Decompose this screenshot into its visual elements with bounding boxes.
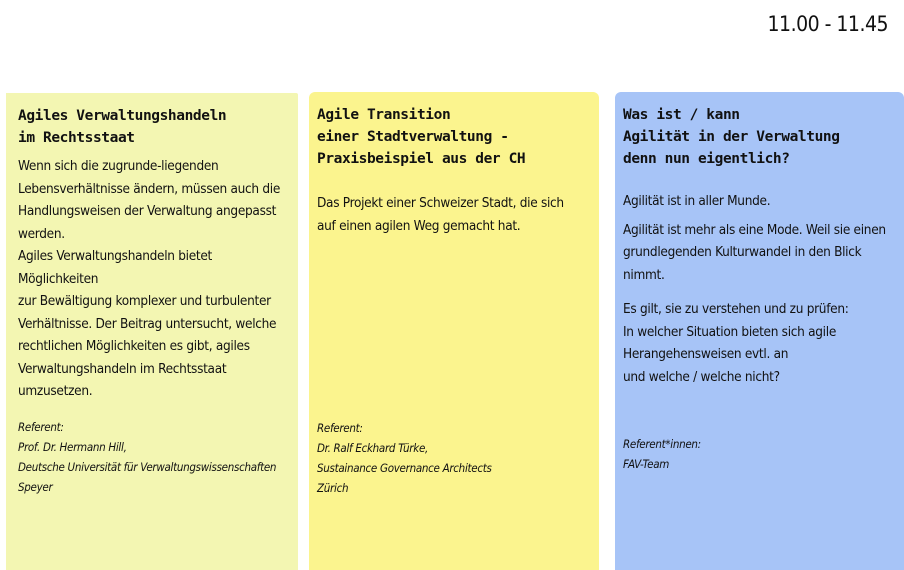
description-line: Das Projekt einer Schweizer Stadt, die sich [317,195,564,211]
referent-info [18,417,288,497]
description-line: Agilität ist in aller Munde. [623,193,771,209]
description-line: zur Bewältigung komplexer und turbulenter [18,293,271,309]
card-title-line: im Rechtsstaat [18,130,135,146]
description-line: Es gilt, sie zu verstehen und zu prüfen: [623,301,849,317]
referent-label: Referent*innen: [623,437,701,451]
card-description [18,155,288,403]
card-description [317,192,589,237]
description-line: Verwaltungshandeln im Rechtsstaat [18,360,227,377]
referent-line: FAV-Team [623,457,670,471]
card-title-line: Was ist / kann [623,107,740,123]
referent-label: Referent: [18,419,64,434]
card-title-line: denn nun eigentlich? [623,151,790,167]
referent-line: Zürich [317,481,349,495]
card-title-line: einer Stadtverwaltung - [317,129,509,145]
card-title [317,104,589,170]
description-line: auf einen agilen Weg gemacht hat. [317,217,521,234]
session-time: 11.00 - 11.45 [767,12,888,36]
description-line: werden. [18,225,65,242]
description-line: nimmt. [623,266,665,283]
card-paragraph [623,219,894,287]
description-line: Wenn sich die zugrunde-liegenden [18,158,219,174]
card-title-line: Praxisbeispiel aus der CH [317,151,526,167]
referent-label: Referent: [317,421,363,435]
referent-line: Speyer [18,479,53,494]
description-line: grundlegenden Kulturwandel in den Blick [623,244,862,260]
description-line: Lebensverhältnisse ändern, müssen auch die [18,180,281,197]
description-line: rechtlichen Möglichkeiten es gibt, agiles [18,338,250,354]
description-line: In welcher Situation bieten sich agile [623,323,836,340]
description-line: Agilität ist mehr als eine Mode. Weil sie einen [623,221,886,238]
card-paragraph [623,298,894,388]
description-line: Verhältnisse. Der Beitrag untersucht, welche [18,315,277,332]
referent-line: Dr. Ralf Eckhard Türke, [317,441,428,455]
card-title-line: Agiles Verwaltungshandeln [18,108,227,124]
card-title [18,105,288,149]
referent-info [623,434,701,474]
card-title [623,104,894,170]
referent-info [317,418,492,498]
referent-line: Deutsche Universität für Verwaltungswissenschaften [18,459,277,474]
card-title-line: Agilität in der Verwaltung [623,129,840,145]
description-line: umzusetzen. [18,383,93,399]
description-line: Agiles Verwaltungshandeln bietet Möglichkeiten [18,248,213,287]
session-card-agile-transition [309,92,599,570]
card-title-line: Agile Transition [317,107,451,123]
referent-line: Sustainance Governance Architects [317,461,492,475]
description-line: Herangehensweisen evtl. an [623,346,789,362]
card-paragraph [623,190,894,213]
description-line: und welche / welche nicht? [623,368,780,385]
description-line: Handlungsweisen der Verwaltung angepasst [18,203,277,219]
referent-line: Prof. Dr. Hermann Hill, [18,439,127,454]
session-card-agiles-verwaltungshandeln [6,93,298,570]
session-card-agilitaet-verwaltung [615,92,904,570]
